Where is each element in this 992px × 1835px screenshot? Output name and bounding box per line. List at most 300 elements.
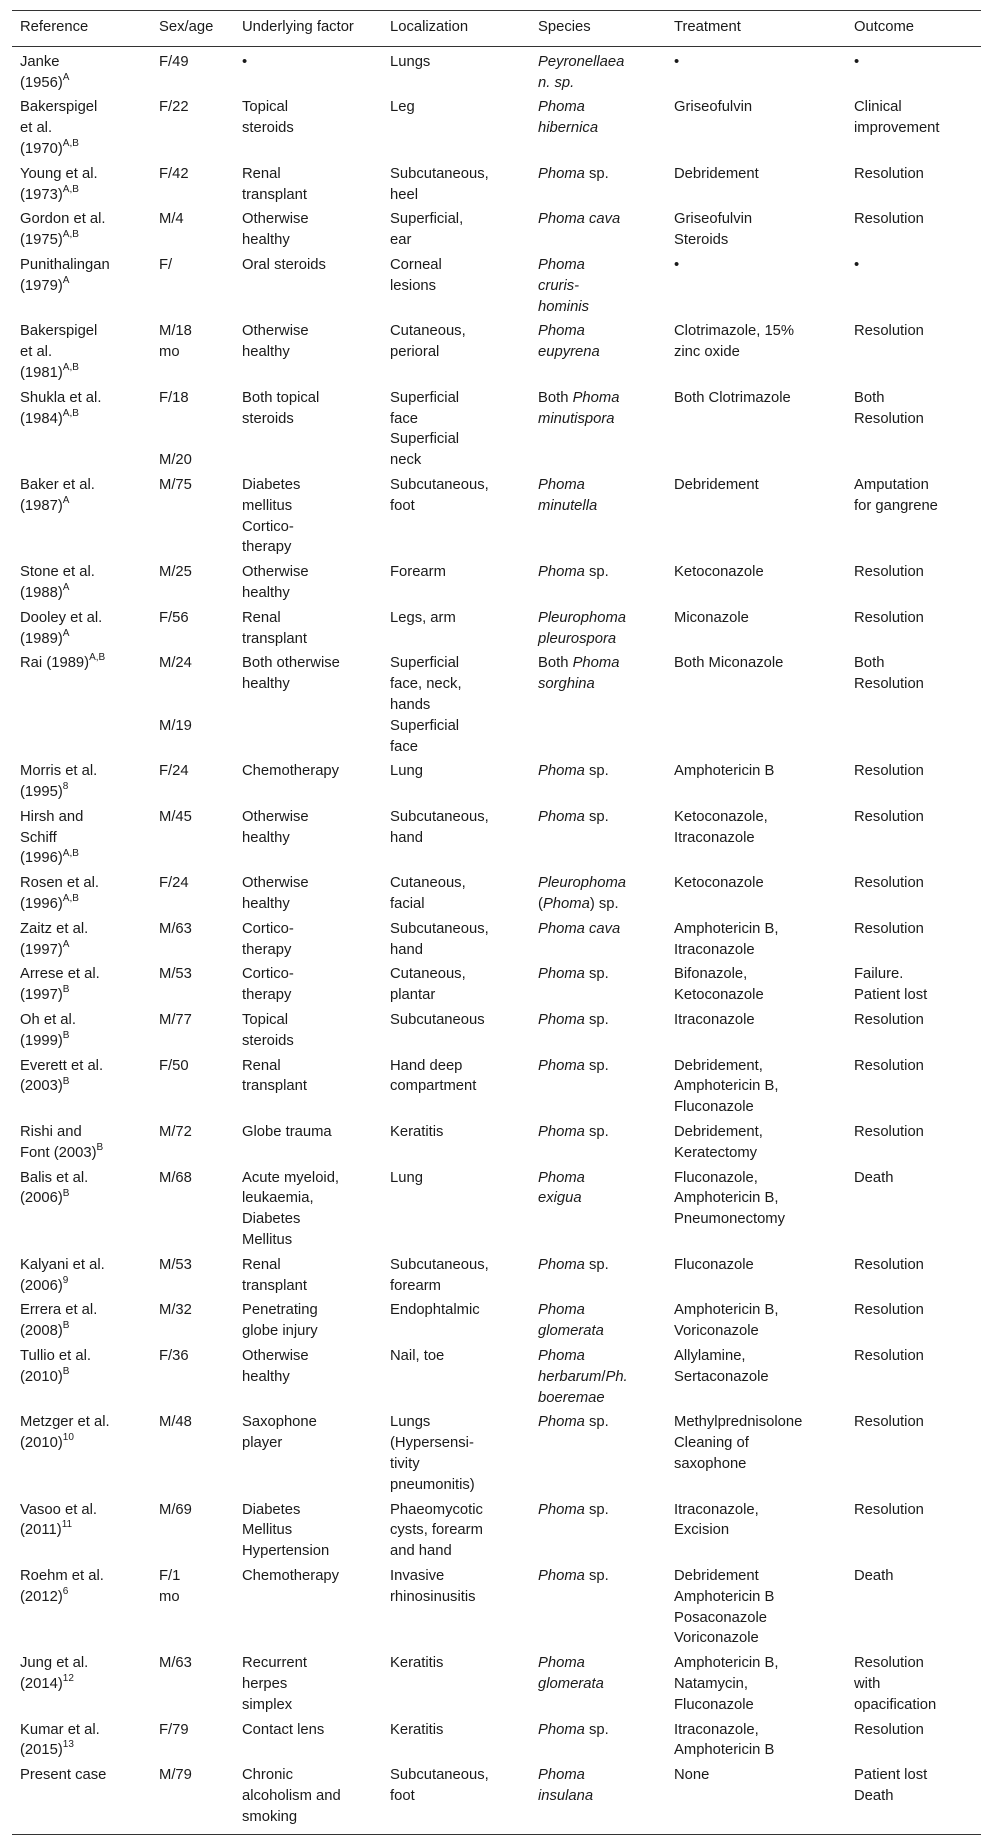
cell-reference xyxy=(12,386,151,473)
cell-species xyxy=(530,253,666,319)
cell-underlying-factor: Renal transplant xyxy=(242,609,307,647)
species-text: Phoma xyxy=(538,1414,585,1431)
cell-treatment: Fluconazole, Amphotericin B, Pneumonectomy xyxy=(674,1169,786,1228)
cell-sex-age: M/68 xyxy=(159,1169,192,1186)
cell-sex-age: F/79 xyxy=(159,1721,189,1738)
cell-species xyxy=(530,1253,666,1299)
cell-sex-age: F/ xyxy=(159,256,173,273)
cell-reference xyxy=(12,560,151,606)
cell-treatment: Debridement, Amphotericin B, Fluconazole xyxy=(674,1057,779,1116)
cell-outcome: Resolution xyxy=(854,808,924,825)
reference-superscript: A,B xyxy=(62,229,79,241)
cell-reference xyxy=(12,1008,151,1054)
species-text: Phoma xyxy=(538,763,585,780)
cell-species xyxy=(530,162,666,208)
species-text: sp. xyxy=(584,966,609,983)
species-text: sp. xyxy=(584,1256,609,1273)
cell-reference xyxy=(12,1120,151,1166)
cell-species xyxy=(530,95,666,161)
table-row xyxy=(12,1166,981,1253)
reference-superscript: A,B xyxy=(62,407,79,419)
reference-superscript: A xyxy=(62,71,70,83)
species-text: sp. xyxy=(584,1414,609,1431)
reference-superscript: B xyxy=(62,1187,70,1199)
cell-underlying-factor: Otherwise healthy xyxy=(242,564,309,601)
species-text: Phoma insulana xyxy=(538,1767,594,1804)
table-row xyxy=(12,962,981,1008)
table-row xyxy=(12,560,981,606)
reference-text: Vasoo et al. (2011) xyxy=(20,1501,98,1539)
reference-superscript: 6 xyxy=(62,1585,69,1597)
cell-localization: Cutaneous, plantar xyxy=(390,966,466,1004)
reference-text: Roehm et al. (2012) xyxy=(20,1567,104,1605)
cell-treatment: Amphotericin B, Voriconazole xyxy=(674,1302,779,1340)
cell-sex-age: M/32 xyxy=(159,1302,192,1319)
header-sex-age: Sex/age xyxy=(151,11,234,47)
species-text: Phoma xyxy=(538,1057,585,1074)
cell-treatment: Ketoconazole, Itraconazole xyxy=(674,808,768,846)
cell-species xyxy=(530,1651,666,1717)
reference-text: Bakerspigel et al. (1981) xyxy=(20,323,98,381)
species-text: Phoma xyxy=(538,165,585,182)
cell-treatment: Allylamine, Sertaconazole xyxy=(674,1348,769,1385)
species-text: Phoma cava xyxy=(538,920,621,937)
cell-sex-age: F/49 xyxy=(159,53,189,70)
cell-reference xyxy=(12,805,151,871)
cell-outcome: Resolution xyxy=(854,1057,924,1074)
cell-underlying-factor: Topical steroids xyxy=(242,99,294,137)
cell-species xyxy=(530,319,666,385)
table-row xyxy=(12,207,981,253)
cell-underlying-factor: Contact lens xyxy=(242,1721,325,1738)
cell-localization: Lungs (Hypersensi- tivity pneumonitis) xyxy=(390,1414,475,1493)
species-text: ) sp. xyxy=(589,896,619,913)
cell-outcome: • xyxy=(854,256,860,273)
cell-underlying-factor: Diabetes mellitus Cortico- therapy xyxy=(242,476,301,556)
cell-localization: Subcutaneous, hand xyxy=(390,920,489,958)
cell-species xyxy=(530,962,666,1008)
cell-treatment: Griseofulvin Steroids xyxy=(674,211,753,249)
cell-sex-age: M/63 xyxy=(159,1655,192,1672)
cell-species xyxy=(530,1498,666,1564)
species-text: sp. xyxy=(584,808,609,825)
cell-outcome: Resolution xyxy=(854,1721,924,1738)
cell-sex-age: M/4 xyxy=(159,211,184,228)
cell-reference xyxy=(12,1763,151,1834)
case-table-container xyxy=(12,10,981,1835)
species-text: Phoma minutispora xyxy=(538,389,620,427)
table-row xyxy=(12,1008,981,1054)
species-text: Phoma exigua xyxy=(538,1169,585,1207)
table-row xyxy=(12,386,981,473)
reference-text: Zaitz et al. (1997) xyxy=(20,920,89,958)
cell-treatment: Debridement Amphotericin B Posaconazole Voriconazole xyxy=(674,1567,775,1647)
table-row xyxy=(12,473,981,560)
cell-underlying-factor: Cortico- therapy xyxy=(242,966,294,1004)
species-text: Phoma minutella xyxy=(538,476,598,514)
header-treatment: Treatment xyxy=(666,11,846,47)
cell-outcome: Death xyxy=(854,1567,894,1584)
cell-species xyxy=(530,1166,666,1253)
cell-reference xyxy=(12,1651,151,1717)
cell-treatment: Itraconazole, Excision xyxy=(674,1501,759,1539)
cell-underlying-factor: Globe trauma xyxy=(242,1124,332,1141)
table-row xyxy=(12,1054,981,1120)
cell-localization: Subcutaneous, foot xyxy=(390,476,489,514)
cell-treatment: Griseofulvin xyxy=(674,99,753,116)
cell-treatment: Both Miconazole xyxy=(674,655,784,672)
species-text: Phoma herbarum xyxy=(538,1348,602,1385)
species-text: sp. xyxy=(584,1567,609,1584)
cell-localization: Lung xyxy=(390,1169,423,1186)
cell-outcome: Resolution xyxy=(854,609,924,626)
cell-reference xyxy=(12,1344,151,1410)
cell-underlying-factor: Otherwise healthy xyxy=(242,875,309,913)
species-text: sp. xyxy=(584,165,609,182)
cell-outcome: Patient lost Death xyxy=(846,1763,981,1834)
cell-treatment: Ketoconazole xyxy=(674,564,764,581)
cell-treatment: Ketoconazole xyxy=(674,875,764,892)
cell-reference xyxy=(12,1054,151,1120)
cell-localization: Hand deep compartment xyxy=(390,1057,477,1095)
species-text: Phoma sorghina xyxy=(538,655,620,693)
table-row xyxy=(12,805,981,871)
cell-outcome: Resolution xyxy=(854,875,924,892)
reference-text: Kalyani et al. (2006) xyxy=(20,1256,105,1294)
cell-reference xyxy=(12,1718,151,1764)
cell-localization: Forearm xyxy=(390,564,446,581)
cell-localization: Corneal lesions xyxy=(390,256,442,294)
table-row xyxy=(12,1253,981,1299)
reference-text: Bakerspigel et al. (1970) xyxy=(20,99,98,157)
cell-species xyxy=(530,386,666,473)
cell-treatment: • xyxy=(674,256,680,273)
reference-superscript: B xyxy=(96,1141,104,1153)
reference-superscript: B xyxy=(62,1365,70,1377)
cell-localization: Cutaneous, facial xyxy=(390,875,466,913)
cell-treatment: Fluconazole xyxy=(674,1256,754,1273)
species-text: Phoma xyxy=(538,1501,585,1518)
species-text: Pleurophoma xyxy=(538,875,627,892)
cell-outcome: Both Resolution xyxy=(854,389,924,427)
cell-underlying-factor: Otherwise healthy xyxy=(242,1348,309,1385)
species-text: Phoma cruris- hominis xyxy=(538,256,589,315)
cell-sex-age: M/79 xyxy=(151,1763,234,1834)
cell-localization: Subcutaneous, foot xyxy=(382,1763,530,1834)
cell-sex-age: M/63 xyxy=(159,920,192,937)
cell-species xyxy=(530,1054,666,1120)
cell-treatment: • xyxy=(674,53,680,70)
reference-text: Shukla et al. (1984) xyxy=(20,389,102,427)
cell-species xyxy=(530,871,666,917)
cell-localization: Leg xyxy=(390,99,415,116)
cell-treatment: Amphotericin B, Natamycin, Fluconazole xyxy=(674,1655,779,1713)
species-text: Phoma xyxy=(538,966,585,983)
reference-text: Rosen et al. (1996) xyxy=(20,875,99,913)
reference-superscript: 12 xyxy=(62,1673,74,1685)
cell-localization: Invasive rhinosinusitis xyxy=(390,1567,476,1605)
cell-underlying-factor: Saxophone player xyxy=(242,1414,317,1452)
cell-species xyxy=(530,1120,666,1166)
reference-superscript: 13 xyxy=(62,1739,74,1751)
cell-species xyxy=(530,1718,666,1764)
cell-localization: Superficial face, neck, hands Superficial face xyxy=(390,655,462,755)
reference-text: Kumar et al. (2015) xyxy=(20,1721,100,1759)
reference-text: Stone et al. (1988) xyxy=(20,564,95,601)
reference-text: Arrese et al. (1997) xyxy=(20,966,100,1004)
cell-outcome: Resolution xyxy=(854,1124,924,1141)
species-text: Phoma hibernica xyxy=(538,99,599,137)
reference-superscript: A,B xyxy=(62,847,79,859)
cell-species xyxy=(530,560,666,606)
cell-outcome: Resolution xyxy=(854,211,924,228)
species-text: sp. xyxy=(584,1012,609,1029)
cell-sex-age: M/25 xyxy=(159,564,192,581)
species-text: Phoma glomerata xyxy=(538,1655,604,1692)
table-row xyxy=(12,1298,981,1344)
species-text: Phoma xyxy=(542,896,590,913)
cell-species xyxy=(530,759,666,805)
cell-species xyxy=(530,917,666,963)
cell-underlying-factor: Oral steroids xyxy=(242,256,326,273)
cell-treatment: Both Clotrimazole xyxy=(674,389,791,406)
cell-species xyxy=(530,1008,666,1054)
cell-sex-age: M/18 mo xyxy=(159,323,192,361)
cell-localization: Nail, toe xyxy=(390,1348,445,1365)
cell-treatment: None xyxy=(666,1763,846,1834)
cell-species xyxy=(530,651,666,759)
cell-sex-age: F/42 xyxy=(159,165,189,182)
table-row xyxy=(12,1651,981,1717)
cell-sex-age: M/24 M/19 xyxy=(159,655,192,734)
species-text: Phoma glomerata xyxy=(538,1302,604,1340)
cell-reference xyxy=(12,1410,151,1497)
cell-outcome: Failure. Patient lost xyxy=(854,966,928,1004)
reference-superscript: A,B xyxy=(62,362,79,374)
table-row xyxy=(12,1564,981,1651)
cell-treatment: Debridement xyxy=(674,165,759,182)
cell-sex-age: F/56 xyxy=(159,609,189,626)
cell-reference xyxy=(12,1498,151,1564)
species-text: ( xyxy=(538,896,543,913)
species-text: Phoma xyxy=(538,1256,585,1273)
cell-outcome: Resolution xyxy=(854,920,924,937)
table-row xyxy=(12,46,981,95)
cell-outcome: Resolution with opacification xyxy=(854,1655,937,1713)
table-row xyxy=(12,1344,981,1410)
reference-text: Baker et al. (1987) xyxy=(20,476,95,514)
species-text: Phoma xyxy=(538,1721,585,1738)
cell-sex-age: M/75 xyxy=(159,476,192,493)
header-localization: Localization xyxy=(382,11,530,47)
case-table xyxy=(12,10,981,1835)
cell-sex-age: F/36 xyxy=(159,1348,189,1365)
cell-underlying-factor: • xyxy=(242,53,248,70)
cell-sex-age: M/53 xyxy=(159,966,192,983)
header-row xyxy=(12,11,981,47)
table-row xyxy=(12,253,981,319)
cell-sex-age: M/69 xyxy=(159,1501,192,1518)
cell-species xyxy=(530,1344,666,1410)
cell-reference xyxy=(12,962,151,1008)
cell-reference xyxy=(12,1564,151,1651)
table-row xyxy=(12,1498,981,1564)
cell-treatment: Methylprednisolone Cleaning of saxophone xyxy=(674,1414,803,1472)
species-text: Phoma cava xyxy=(538,211,621,228)
cell-reference xyxy=(12,46,151,95)
cell-localization: Superficial, ear xyxy=(390,211,464,249)
table-row xyxy=(12,95,981,161)
table-row xyxy=(12,1763,981,1834)
cell-treatment: Miconazole xyxy=(674,609,749,626)
reference-text: Tullio et al. (2010) xyxy=(20,1348,92,1385)
cell-species xyxy=(530,207,666,253)
reference-superscript: B xyxy=(62,1320,70,1332)
cell-underlying-factor: Otherwise healthy xyxy=(242,808,309,846)
cell-treatment: Clotrimazole, 15% zinc oxide xyxy=(674,323,795,361)
species-text: Phoma xyxy=(538,808,585,825)
cell-localization: Subcutaneous, forearm xyxy=(390,1256,489,1294)
cell-outcome: • xyxy=(854,53,860,70)
species-text: Both xyxy=(538,655,573,672)
header-reference: Reference xyxy=(12,11,151,47)
cell-reference xyxy=(12,319,151,385)
cell-reference xyxy=(12,473,151,560)
reference-superscript: A,B xyxy=(62,893,79,905)
cell-localization: Phaeomycotic cysts, forearm and hand xyxy=(390,1501,483,1560)
cell-underlying-factor: Topical steroids xyxy=(242,1012,294,1049)
table-row xyxy=(12,1718,981,1764)
cell-reference xyxy=(12,1253,151,1299)
cell-outcome: Resolution xyxy=(854,1501,924,1518)
cell-underlying-factor: Penetrating globe injury xyxy=(242,1302,318,1340)
reference-superscript: B xyxy=(62,1075,70,1087)
species-text: sp. xyxy=(584,1057,609,1074)
cell-reference xyxy=(12,162,151,208)
cell-outcome: Resolution xyxy=(854,763,924,780)
reference-superscript: A xyxy=(62,274,70,286)
reference-superscript: A,B xyxy=(62,138,79,150)
cell-outcome: Resolution xyxy=(854,323,924,340)
table-row xyxy=(12,917,981,963)
cell-species xyxy=(530,1410,666,1497)
reference-superscript: 9 xyxy=(62,1274,69,1286)
cell-localization: Endophtalmic xyxy=(390,1302,480,1319)
cell-underlying-factor: Chemotherapy xyxy=(242,763,340,780)
reference-text: Metzger et al. (2010) xyxy=(20,1414,110,1452)
cell-underlying-factor: Renal transplant xyxy=(242,1256,307,1294)
cell-outcome: Resolution xyxy=(854,165,924,182)
reference-superscript: A xyxy=(62,494,70,506)
species-text: sp. xyxy=(584,763,609,780)
cell-localization: Subcutaneous xyxy=(390,1012,485,1029)
reference-superscript: A xyxy=(62,582,70,593)
table-row xyxy=(12,1120,981,1166)
cell-outcome: Both Resolution xyxy=(854,655,924,693)
reference-text: Dooley et al. (1989) xyxy=(20,609,103,647)
cell-reference xyxy=(12,606,151,652)
table-body xyxy=(12,46,981,1834)
cell-sex-age: M/53 xyxy=(159,1256,192,1273)
cell-sex-age: F/24 xyxy=(159,763,189,780)
species-text: / xyxy=(601,1368,606,1385)
cell-outcome: Resolution xyxy=(854,1414,924,1431)
species-text: Phoma xyxy=(538,1012,585,1029)
cell-outcome: Death xyxy=(854,1169,894,1186)
table-row xyxy=(12,871,981,917)
cell-treatment: Bifonazole, Ketoconazole xyxy=(674,966,764,1004)
cell-reference xyxy=(12,95,151,161)
species-text: sp. xyxy=(584,1124,609,1141)
reference-superscript: A,B xyxy=(89,652,106,664)
header-outcome: Outcome xyxy=(846,11,981,47)
cell-localization: Keratitis xyxy=(390,1124,444,1141)
cell-reference xyxy=(12,253,151,319)
cell-reference xyxy=(12,651,151,759)
cell-species xyxy=(530,473,666,560)
cell-outcome: Amputation for gangrene xyxy=(854,476,938,514)
cell-sex-age: M/45 xyxy=(159,808,192,825)
cell-reference xyxy=(12,917,151,963)
reference-text: Oh et al. (1999) xyxy=(20,1012,76,1049)
cell-sex-age: F/50 xyxy=(159,1057,189,1074)
cell-localization: Lungs xyxy=(390,53,431,70)
cell-species xyxy=(530,1763,666,1834)
cell-species xyxy=(530,805,666,871)
cell-sex-age: F/18 M/20 xyxy=(159,389,192,469)
reference-text: Morris et al. (1995) xyxy=(20,763,98,801)
species-text: Ph. boeremae xyxy=(538,1368,628,1406)
cell-treatment: Debridement, Keratectomy xyxy=(674,1124,763,1161)
cell-localization: Keratitis xyxy=(390,1721,444,1738)
cell-treatment: Amphotericin B xyxy=(674,763,775,780)
reference-text: Rai (1989) xyxy=(20,655,90,672)
cell-underlying-factor: Chemotherapy xyxy=(242,1567,340,1584)
cell-underlying-factor: Both topical steroids xyxy=(242,389,320,427)
cell-treatment: Itraconazole, Amphotericin B xyxy=(674,1721,775,1759)
cell-species xyxy=(530,606,666,652)
reference-text: Present case xyxy=(20,1767,107,1784)
cell-sex-age: M/77 xyxy=(159,1012,192,1029)
cell-reference xyxy=(12,871,151,917)
cell-reference xyxy=(12,1166,151,1253)
reference-superscript: 8 xyxy=(62,781,69,793)
header-underlying-factor: Underlying factor xyxy=(234,11,382,47)
table-header xyxy=(12,11,981,47)
cell-underlying-factor: Diabetes Mellitus Hypertension xyxy=(242,1501,330,1560)
cell-sex-age: M/72 xyxy=(159,1124,192,1141)
species-text: Both xyxy=(538,389,573,406)
cell-species xyxy=(530,1564,666,1651)
species-text: Phoma xyxy=(538,1124,585,1141)
cell-species xyxy=(530,46,666,95)
cell-underlying-factor: Otherwise healthy xyxy=(242,323,309,361)
reference-superscript: A,B xyxy=(62,183,79,195)
cell-species xyxy=(530,1298,666,1344)
reference-text: Rishi and Font (2003) xyxy=(20,1124,97,1161)
cell-underlying-factor: Acute myeloid, leukaemia, Diabetes Mellitus xyxy=(242,1169,340,1249)
table-row xyxy=(12,759,981,805)
table-row xyxy=(12,319,981,385)
reference-superscript: A xyxy=(62,627,70,639)
header-species: Species xyxy=(530,11,666,47)
table-row xyxy=(12,1410,981,1497)
cell-underlying-factor: Chronic alcoholism and smoking xyxy=(234,1763,382,1834)
cell-reference xyxy=(12,1298,151,1344)
cell-treatment: Itraconazole xyxy=(674,1012,755,1029)
cell-localization: Subcutaneous, heel xyxy=(390,165,489,203)
reference-superscript: B xyxy=(62,984,70,996)
